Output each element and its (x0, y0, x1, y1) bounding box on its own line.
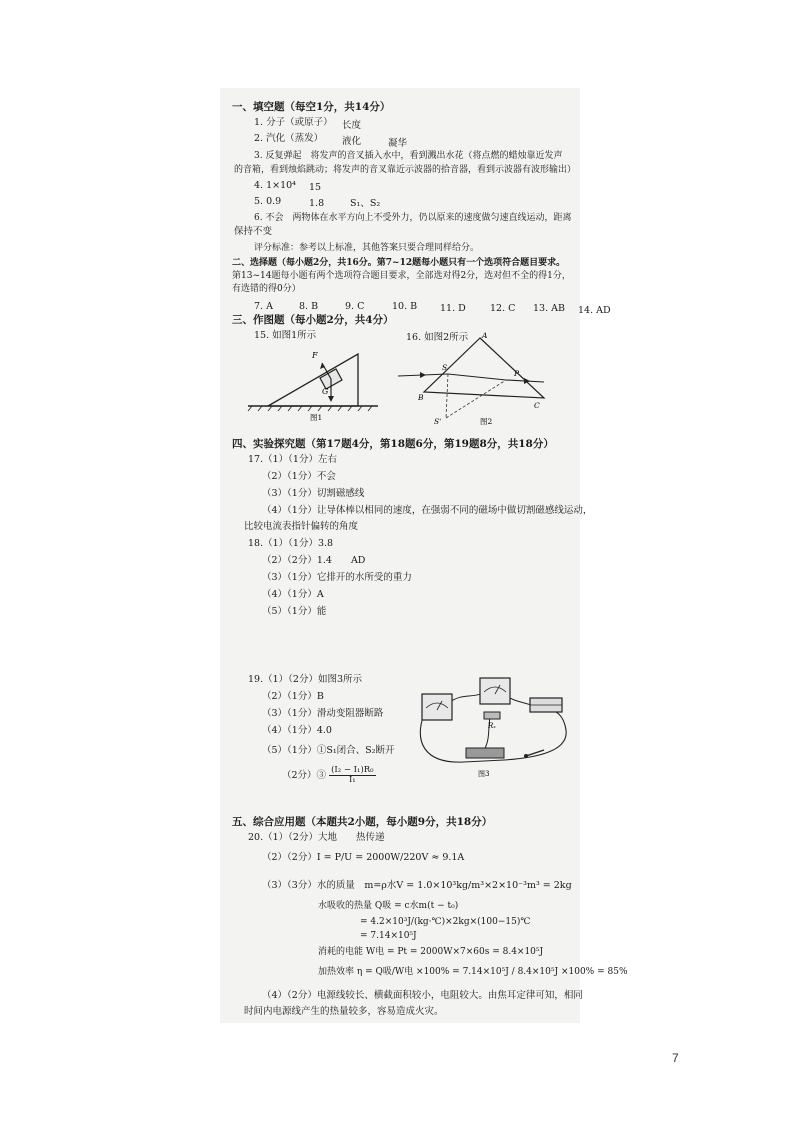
q19-formula-denominator: I₁ (348, 775, 356, 785)
fig2-label-s-prime: S' (434, 417, 442, 426)
mc-answer-9: 9. C (345, 301, 365, 312)
fig1-caption: 图1 (310, 413, 323, 422)
section1-heading: 一、填空题（每空1分，共14分） (232, 101, 391, 113)
section2-heading: 二、选择题（每小题2分，共16分。第7~12题每小题只有一个选项符合题目要求。 (232, 258, 566, 268)
fig3-battery (466, 748, 504, 758)
mc-answer-7: 7. A (254, 301, 273, 312)
page-number: 7 (672, 1051, 679, 1065)
q19-5b (282, 766, 376, 785)
q19-5b-label: （2分）③ (282, 770, 327, 781)
fig2-dashed-normal (446, 374, 448, 418)
q17-4-line1: （4）（1分）让导体棒以相同的速度，在强弱不同的磁场中做切割磁感线运动， (262, 505, 593, 516)
fig3-voltmeter (480, 678, 510, 704)
fig3-label-rx: Rₓ (488, 722, 496, 730)
q19-formula (329, 766, 376, 785)
fig2-dashed-image-ray (446, 380, 506, 418)
figure-3-circuit (404, 672, 576, 782)
fig3-ammeter (422, 694, 452, 720)
q20-3-energy: 消耗的电能 W电 = Pt = 2000W×7×60s = 8.4×10⁵J (318, 947, 544, 957)
q20-4-line2: 时间内电源线产生的热量较多，容易造成火灾。 (244, 1006, 444, 1017)
q20-3-heat-calc: = 4.2×10³J/(kg·℃)×2kg×(100−15)℃ (360, 917, 531, 927)
q19-5: （5）（1分）①S₁闭合、S₂断开 (262, 745, 395, 756)
q18-4: （4）（1分）A (262, 589, 324, 600)
answer-4b: 15 (309, 182, 322, 193)
fig1-incline-triangle (268, 354, 358, 406)
q20-3: （3）（3分）水的质量 m=ρ水V = 1.0×10³kg/m³×2×10⁻³m³ = 2kg (262, 880, 572, 891)
answer-2: 2. 汽化（蒸发） (254, 133, 324, 144)
answer-5c: S₁、S₂ (350, 198, 381, 209)
q16-label: 16. 如图2所示 (406, 332, 469, 343)
answer-6-line2: 保持不变 (234, 226, 273, 237)
answer-4: 4. 1×10⁴ (254, 180, 296, 191)
q15-label: 15. 如图1所示 (254, 330, 317, 341)
mc-answer-11: 11. D (440, 303, 466, 314)
q18-3: （3）（1分）它排开的水所受的重力 (262, 572, 412, 583)
answer-1b: 长度 (342, 120, 362, 131)
mc-answer-10: 10. B (392, 301, 418, 312)
q20-2: （2）（2分）I = P/U = 2000W/220V ≈ 9.1A (262, 852, 465, 863)
answer-2b: 液化 (342, 136, 362, 147)
answer-2c: 凝华 (388, 138, 408, 149)
fig2-emergent-arrowhead (524, 378, 530, 384)
fig2-label-s: S (442, 363, 448, 372)
mc-answer-13: 13. AB (533, 303, 565, 314)
q17-1: 17.（1）（1分）左右 (248, 454, 337, 465)
section3-heading: 三、作图题（每小题2分，共4分） (232, 314, 394, 326)
q19-1: 19.（1）（2分）如图3所示 (248, 674, 362, 685)
q18-5: （5）（1分）能 (262, 606, 327, 617)
section4-heading: 四、实验探究题（第17题4分，第18题6分，第19题8分，共18分） (232, 438, 554, 450)
q19-3: （3）（1分）滑动变阻器断路 (262, 708, 384, 719)
scoring-note: 评分标准：参考以上标准，其他答案只要合理同样给分。 (254, 243, 480, 253)
fig2-label-b: B (418, 393, 424, 402)
q18-1: 18.（1）（1分）3.8 (248, 538, 334, 549)
q19-2: （2）（1分）B (262, 691, 324, 702)
fig1-gravity-arrowhead (328, 396, 334, 402)
q20-3-heat-result: = 7.14×10⁵J (360, 931, 417, 941)
q20-3-efficiency: 加热效率 η = Q吸/W电 ×100% = 7.14×10⁵J / 8.4×10⁵J ×100% = 85% (318, 967, 628, 977)
fig2-incident-arrowhead (420, 372, 426, 378)
fig2-label-a: A (482, 331, 488, 340)
answer-5: 5. 0.9 (254, 196, 282, 207)
q20-3-heat: 水吸收的热量 Q吸 = c水m(t − t₀) (318, 901, 459, 911)
fig1-label-f: F (312, 351, 318, 360)
fig1-label-g: G (322, 387, 329, 396)
q19-formula-numerator: (I₂ − I₁)R₀ (331, 765, 374, 775)
mc-answer-12: 12. C (490, 303, 516, 314)
mc-answer-14: 14. AD (578, 305, 611, 316)
fig3-caption: 图3 (478, 770, 490, 778)
fig2-label-p: P (514, 369, 520, 378)
q17-2: （2）（1分）不会 (262, 471, 336, 482)
figure-2-prism (396, 330, 550, 430)
q20-1: 20.（1）（2分）大地 热传递 (248, 832, 385, 843)
fig3-switch (526, 750, 544, 756)
figure-1-incline (246, 344, 386, 424)
q17-4-line2: 比较电流表指针偏转的角度 (244, 521, 359, 532)
answer-1: 1. 分子（或原子） (254, 117, 333, 128)
fig2-label-c: C (534, 401, 540, 410)
answer-5b: 1.8 (309, 198, 325, 209)
answer-3-line2: 的音箱，看到烛焰跳动；将发声的音叉靠近示波器的拾音器，看到示波器有波形输出） (234, 165, 577, 175)
fig2-inner-ray (448, 374, 506, 380)
mc-answer-8: 8. B (299, 301, 319, 312)
q20-4-line1: （4）（2分）电源线较长、横截面积较小，电阻较大。由焦耳定律可知，相同 (262, 990, 583, 1001)
q18-2: （2）（2分）1.4 AD (262, 555, 366, 566)
q19-4: （4）（1分）4.0 (262, 725, 332, 736)
fig2-caption: 图2 (480, 417, 493, 426)
answer-6-line1: 6. 不会 两物体在水平方向上不受外力，仍以原来的速度做匀速直线运动，距离 (254, 213, 572, 223)
answer-3-line1: 3. 反复弹起 将发声的音叉插入水中，看到溅出水花（将点燃的蜡烛靠近发声 (254, 151, 563, 161)
fig3-resistor (484, 712, 500, 719)
section5-heading: 五、综合应用题（本题共2小题，每小题9分，共18分） (232, 816, 493, 828)
section2-line3: 有选错的得0分） (232, 284, 301, 294)
section2-line2: 第13~14题每小题有两个选项符合题目要求，全部选对得2分，选对但不全的得1分， (232, 271, 571, 281)
fig3-switch-pivot (524, 754, 528, 758)
q17-3: （3）（1分）切割磁感线 (262, 488, 365, 499)
